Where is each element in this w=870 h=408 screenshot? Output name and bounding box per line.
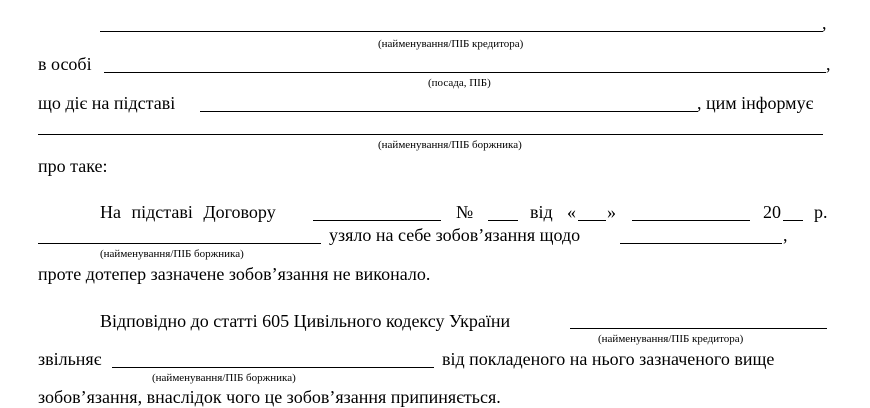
year-prefix: 20 [763, 202, 781, 222]
debtor-caption: (найменування/ПІБ боржника) [100, 248, 244, 260]
creditor-caption: (найменування/ПІБ кредитора) [598, 333, 744, 345]
comma: , [826, 54, 831, 74]
about-label: про таке: [38, 156, 108, 176]
creditor-caption: (найменування/ПІБ кредитора) [378, 38, 524, 50]
obligation-subject-line[interactable] [620, 243, 782, 244]
comma: , [783, 225, 788, 245]
number-sign: № [456, 202, 474, 222]
debtor-name-line[interactable] [112, 367, 434, 368]
based-on-contract-text: На підставі Договору [100, 202, 276, 222]
contract-number-line[interactable] [488, 220, 518, 221]
contract-year-line[interactable] [783, 220, 803, 221]
undertook-obligation-text: узяло на себе зобов’язання щодо [329, 225, 581, 245]
releases-label: звільняє [38, 349, 102, 369]
contract-month-line[interactable] [632, 220, 750, 221]
open-quote: « [567, 202, 576, 222]
debtor-name-line[interactable] [38, 243, 321, 244]
obligation-terminates-text: зобов’язання, внаслідок чого це зобов’язання припиняється. [38, 387, 501, 407]
comma: , [822, 13, 827, 33]
creditor-name-line[interactable] [100, 31, 823, 32]
debtor-caption: (найменування/ПІБ боржника) [378, 139, 522, 151]
from-label: від [530, 202, 553, 222]
informs-label: , цим інформує [697, 93, 814, 113]
creditor-name-line[interactable] [570, 328, 827, 329]
contract-day-line[interactable] [578, 220, 606, 221]
position-caption: (посада, ПІБ) [428, 77, 491, 89]
year-suffix: р. [814, 202, 828, 222]
from-imposed-text: від покладеного на нього зазначеного вище [442, 349, 775, 369]
not-fulfilled-text: проте дотепер зазначене зобов’язання не виконало. [38, 264, 431, 284]
according-to-article-text: Відповідно до статті 605 Цивільного кодексу України [100, 311, 511, 331]
contract-name-line[interactable] [313, 220, 441, 221]
debtor-name-line[interactable] [38, 134, 823, 135]
acting-basis-label: що діє на підставі [38, 93, 176, 113]
close-quote: » [607, 202, 616, 222]
debtor-caption: (найменування/ПІБ боржника) [152, 372, 296, 384]
representative-line[interactable] [104, 72, 826, 73]
represented-by-label: в особі [38, 54, 92, 74]
basis-document-line[interactable] [200, 111, 698, 112]
